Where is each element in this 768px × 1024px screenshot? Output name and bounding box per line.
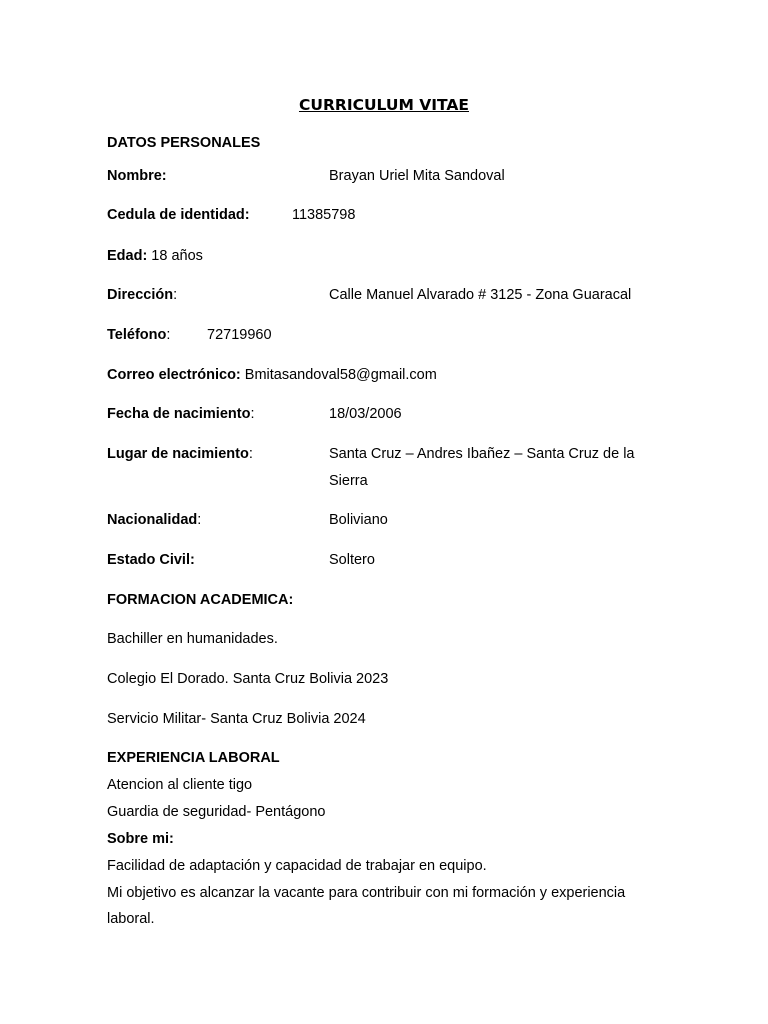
civil-status-value: Soltero — [329, 552, 375, 568]
nationality-colon: : — [197, 512, 202, 528]
experience-item: Guardia de seguridad- Pentágono — [107, 804, 326, 820]
experience-item: Atencion al cliente tigo — [107, 777, 253, 793]
age-value: 18 años — [147, 248, 203, 264]
id-value: 11385798 — [292, 207, 356, 223]
address-colon: : — [173, 287, 178, 303]
birthplace-label: Lugar de nacimiento — [107, 446, 249, 462]
civil-status-label: Estado Civil: — [107, 552, 195, 568]
birthplace-label-row — [107, 445, 253, 463]
nationality-value: Boliviano — [329, 512, 388, 528]
email-value: Bmitasandoval58@gmail.com — [240, 367, 437, 383]
section-heading-personal: DATOS PERSONALES — [107, 135, 261, 151]
name-label: Nombre: — [107, 168, 167, 184]
address-label: Dirección — [107, 287, 174, 303]
email-row — [107, 366, 437, 384]
birthplace-value-line1: Santa Cruz – Andres Ibañez – Santa Cruz de la — [329, 446, 635, 462]
phone-label: Teléfono — [107, 327, 167, 343]
education-item: Colegio El Dorado. Santa Cruz Bolivia 2023 — [107, 671, 389, 687]
education-item: Bachiller en humanidades. — [107, 631, 278, 647]
document-title: CURRICULUM VITAE — [298, 96, 469, 114]
birthdate-colon: : — [250, 406, 255, 422]
birthplace-value-line2: Sierra — [329, 473, 368, 489]
birthdate-label: Fecha de nacimiento — [107, 406, 251, 422]
phone-colon: : — [166, 327, 171, 343]
section-heading-about: Sobre mi: — [107, 831, 174, 847]
education-item: Servicio Militar- Santa Cruz Bolivia 2024 — [107, 711, 366, 727]
name-value: Brayan Uriel Mita Sandoval — [329, 168, 505, 184]
nationality-label: Nacionalidad — [107, 512, 198, 528]
address-value: Calle Manuel Alvarado # 3125 - Zona Guaracal — [329, 287, 632, 303]
email-label: Correo electrónico: — [107, 367, 241, 383]
about-line: Facilidad de adaptación y capacidad de trabajar en equipo. — [107, 858, 487, 874]
about-line: Mi objetivo es alcanzar la vacante para contribuir con mi formación y experiencia — [107, 885, 626, 901]
address-label-row — [107, 286, 177, 304]
nationality-label-row — [107, 511, 201, 529]
birthdate-label-row — [107, 405, 254, 423]
about-line: laboral. — [107, 911, 155, 927]
section-heading-education: FORMACION ACADEMICA: — [107, 592, 294, 608]
birthplace-colon: : — [248, 446, 253, 462]
id-label: Cedula de identidad: — [107, 207, 250, 223]
section-heading-experience: EXPERIENCIA LABORAL — [107, 750, 280, 766]
phone-value: 72719960 — [207, 327, 272, 343]
age-label: Edad: — [107, 248, 148, 264]
phone-label-row — [107, 326, 170, 344]
age-row — [107, 247, 203, 265]
birthdate-value: 18/03/2006 — [329, 406, 402, 422]
